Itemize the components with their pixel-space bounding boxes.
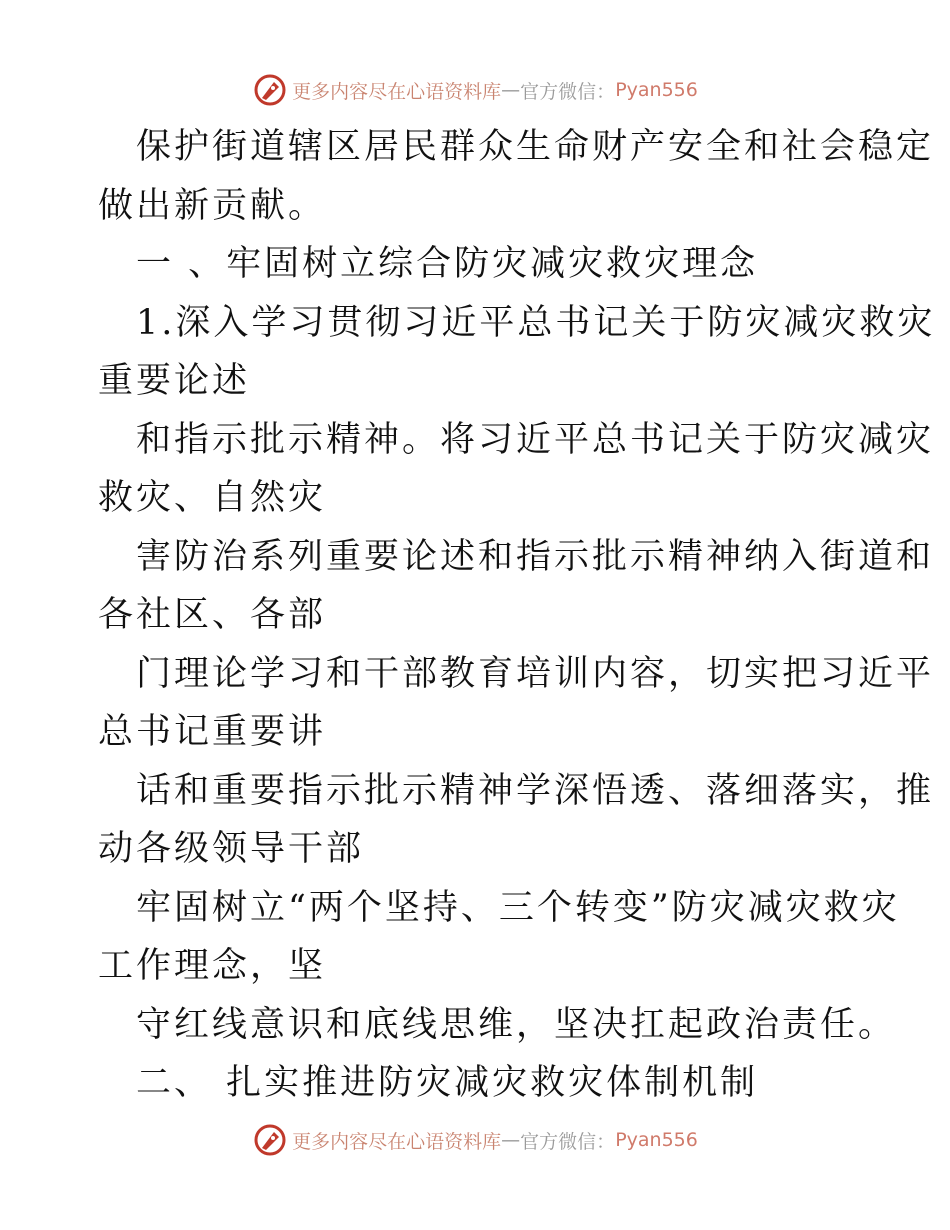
text-line: 保护街道辖区居民群众生命财产安全和社会稳定	[136, 127, 935, 167]
text-line: 和指示批示精神。将习近平总书记关于防灾减灾	[136, 419, 935, 460]
text-line: 重要论述	[98, 361, 251, 401]
text-line: 做出新贡献。	[98, 185, 327, 226]
text-line: 害防治系列重要论述和指示批示精神纳入街道和	[136, 536, 935, 577]
pen-nib-icon	[252, 72, 288, 108]
text-line: 守红线意识和底线思维，坚决扛起政治责任。	[136, 1004, 897, 1045]
watermark-id-text: Pyan556	[615, 1129, 698, 1151]
watermark-mid-text: 官方微信：	[520, 80, 616, 103]
text-line: 救灾、自然灾	[98, 478, 327, 518]
text-line: 牢固树立“两个坚持、三个转变”防灾减灾救灾	[136, 887, 900, 928]
watermark-main-text: 更多内容尽在心语资料库	[292, 1130, 502, 1153]
text-line: 1.深入学习贯彻习近平总书记关于防灾减灾救灾	[136, 302, 936, 343]
watermark-separator: —	[501, 79, 521, 101]
text-line: 工作理念，坚	[98, 946, 327, 986]
text-line: 动各级领导干部	[98, 829, 365, 869]
section-heading: 二、 扎实推进防灾减灾救灾体制机制	[136, 1063, 759, 1103]
pen-nib-icon	[252, 1122, 288, 1158]
footer-watermark	[0, 1120, 950, 1160]
text-line: 各社区、各部	[98, 595, 327, 635]
section-heading: 一 、牢固树立综合防灾减灾救灾理念	[136, 244, 759, 284]
watermark-separator: —	[501, 1129, 521, 1151]
text-line: 话和重要指示批示精神学深悟透、落细落实，推	[136, 770, 935, 811]
text-line: 总书记重要讲	[98, 712, 327, 752]
watermark-mid-text: 官方微信：	[520, 1130, 616, 1153]
watermark-id-text: Pyan556	[615, 79, 698, 101]
watermark-main-text: 更多内容尽在心语资料库	[292, 80, 502, 103]
document-body	[98, 118, 936, 1113]
header-watermark	[0, 70, 950, 110]
text-line: 门理论学习和干部教育培训内容，切实把习近平	[136, 653, 935, 694]
